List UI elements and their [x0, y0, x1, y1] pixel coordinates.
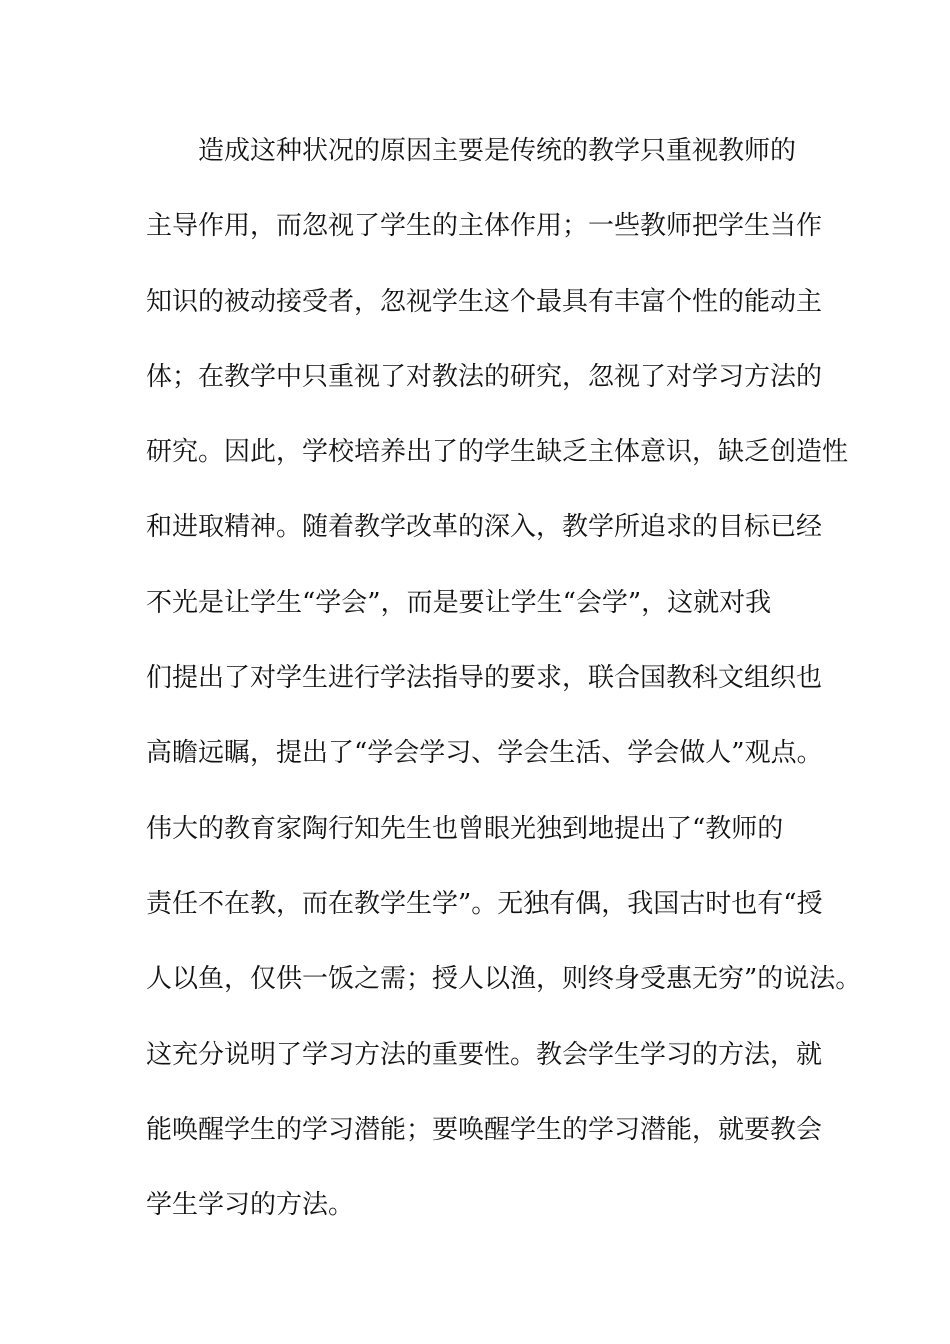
text-line-2: 主导作用，而忽视了学生的主体作用；一些教师把学生当作	[146, 211, 823, 242]
text-line-4: 体；在教学中只重视了对教法的研究，忽视了对学习方法的	[146, 361, 823, 392]
text-line-5: 研究。因此，学校培养出了的学生缺乏主体意识，缺乏创造性	[146, 437, 849, 468]
text-line-1: 造成这种状况的原因主要是传统的教学只重视教师的	[146, 136, 797, 166]
text-line-12: 人以鱼，仅供一饭之需；授人以渔，则终身受惠无穷”的说法。	[146, 964, 862, 995]
text-line-13: 这充分说明了学习方法的重要性。教会学生学习的方法，就	[146, 1039, 823, 1070]
text-line-7: 不光是让学生“学会”，而是要让学生“会学”，这就对我	[146, 587, 772, 618]
text-line-8: 们提出了对学生进行学法指导的要求，联合国教科文组织也	[146, 663, 823, 694]
body-paragraph	[146, 131, 862, 1260]
text-line-9: 高瞻远瞩，提出了“学会学习、学会生活、学会做人”观点。	[146, 738, 823, 769]
text-line-11: 责任不在教，而在教学生学”。无独有偶，我国古时也有“授	[146, 888, 823, 919]
text-line-3: 知识的被动接受者，忽视学生这个最具有丰富个性的能动主	[146, 286, 823, 317]
text-line-14: 能唤醒学生的学习潜能；要唤醒学生的学习潜能，就要教会	[146, 1114, 823, 1145]
text-line-10: 伟大的教育家陶行知先生也曾眼光独到地提出了“教师的	[146, 813, 784, 844]
text-line-15: 学生学习的方法。	[146, 1190, 355, 1221]
text-line-6: 和进取精神。随着教学改革的深入，教学所追求的目标已经	[146, 512, 823, 543]
